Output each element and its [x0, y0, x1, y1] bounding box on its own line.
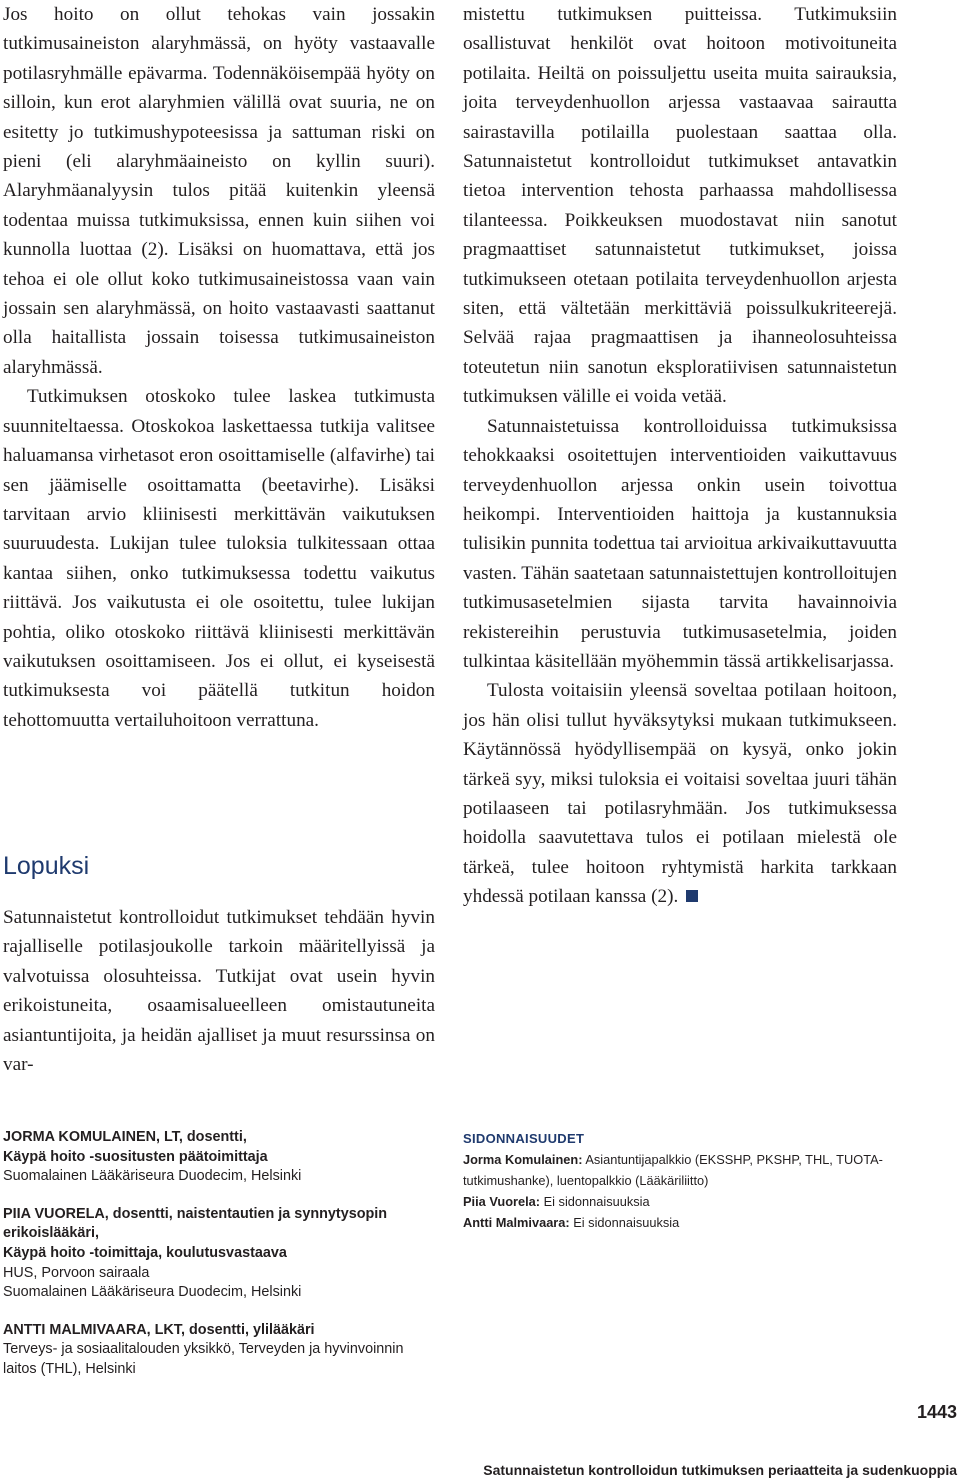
section-heading: Lopuksi [3, 852, 90, 880]
author-affiliation: HUS, Porvoon sairaala [3, 1264, 150, 1281]
conflicts-heading: SIDONNAISUUDET [463, 1131, 585, 1146]
conflict-name: Antti Malmivaara: [463, 1215, 570, 1230]
body-paragraph: Jos hoito on ollut tehokas vain jossakin tutkimusaineiston alaryhmässä, on hyöty vastaavalle potilasryhmälle epävarma. Todennäköisempää hyöty on silloin, kun erot alaryhmien välillä ovat suuria, ne on esitetty jo tutkimushypoteesissa ja sattuman riski on pieni (eli alaryhmäaineisto on kyllin suuri). Alaryhmäanalyysin tulos pitää kuitenkin yleensä todentaa muissa tutkimuksissa, ennen kuin siihen voi kunnolla luottaa (2). Lisäksi on huomattava, että jos tehoa ei ole ollut koko tutkimusaineistossa vaan vain jossain sen alaryhmässä, on hoito vastaavasti saattanut olla haitallista jossain toisessa tutkimusaineiston alaryhmässä. [3, 4, 435, 378]
author-name: JORMA KOMULAINEN, LT, dosentti, [3, 1129, 247, 1145]
conflict-name: Jorma Komulainen: [463, 1152, 583, 1167]
conflict-name: Piia Vuorela: [463, 1194, 541, 1209]
author-role: Käypä hoito -toimittaja, koulutusvastaava [3, 1244, 287, 1261]
conflict-text: Ei sidonnaisuuksia [573, 1215, 680, 1230]
end-of-article-mark [686, 890, 698, 902]
author-name: ANTTI MALMIVAARA, LKT, dosentti, ylilääkäri [3, 1321, 315, 1338]
author-affiliation: Suomalainen Lääkäriseura Duodecim, Helsinki [3, 1284, 302, 1301]
right-column [463, 0, 897, 912]
body-paragraph: Tutkimuksen otoskoko tulee laskea tutkimusta suunniteltaessa. Otoskokoa laskettaessa tutkija valitsee haluamansa virhetasot eron osoittamiselle (alfavirhe) tai sen jäämiselle osoittamatta (beetavirhe). Lisäksi tarvitaan arvio kliinisesti merkittävän vaikutuksen suuruudesta. Lukijan tulee tuloksia tulkitessaan ottaa kantaa siihen, onko tutkimuksessa todettu vaikutus riittävä. Jos vaikutusta ei ole osoitettu, tulee lukijan pohtia, oliko otoskoko riittävä kliinisesti merkittävän vaikutuksen osoittamiseen. Jos ei ollut, ei kyseisestä tutkimuksesta voi päätellä tutkitun hoidon tehottomuutta vertailuhoitoon verrattuna. [3, 386, 435, 731]
author-affiliation: Suomalainen Lääkäriseura Duodecim, Helsinki [3, 1168, 302, 1185]
author-name: PIIA VUORELA, dosentti, naistentautien ja synnytysopin erikoislääkäri, [3, 1205, 388, 1242]
conflict-text: Ei sidonnaisuuksia [543, 1194, 650, 1209]
conflict-text: Asiantuntijapalkkio (EKSSHP, PKSHP, THL, TUOTA-tutkimushanke), luentopalkkio (Lääkäriliitto) [463, 1152, 883, 1188]
body-paragraph: Satunnaistetuissa kontrolloiduissa tutkimuksissa tehokkaaksi osoitettujen interventioiden vaikuttavuus terveydenhuollon arjessa onkin usein toivottua heikompi. Interventioiden haittoja ja kustannuksia tulisikin punnita todettua tai arvioitua arkivaikuttavuutta vasten. Tähän saatetaan satunnaistettujen kontrolloitujen tutkimusasetelmien sijasta tarvita havainnoivia rekistereihin perustuvia tutkimusasetelmia, joiden tulkintaa käsitellään myöhemmin tässä artikkelisarjassa. [463, 415, 897, 672]
left-column [3, 0, 435, 735]
running-title: Satunnaistetun kontrolloidun tutkimuksen periaatteita ja sudenkuoppia [483, 1462, 957, 1478]
author-affiliation: Terveys- ja sosiaalitalouden yksikkö, Terveyden ja hyvinvoinnin laitos (THL), Helsinki [3, 1341, 404, 1377]
conclusion-paragraph: Satunnaistetut kontrolloidut tutkimukset tehdään hyvin rajalliselle potilasjoukolle tarkoin määritellyissä ja valvotuissa olosuhteissa. Tutkijat ovat usein hyvin erikoistuneita, osaamisalueelleen omistautuneita asiantuntijoita, ja heidän ajalliset ja muut resurssinsa on var- [3, 907, 435, 1076]
conclusion-section [3, 903, 435, 1079]
author-info [3, 1128, 423, 1398]
author-block [3, 1205, 423, 1303]
author-block [3, 1321, 423, 1380]
body-paragraph: mistettu tutkimuksen puitteissa. Tutkimuksiin osallistuvat henkilöt ovat hoitoon motivoituneita potilaita. Heiltä on poissuljettu useita muita sairauksia, joita terveydenhuollon arjessa vastaavaa sairautta sairastavilla potilailla puolestaan saattaa olla. Satunnaistetut kontrolloidut tutkimukset antavatkin tietoa intervention tehosta parhaassa mahdollisessa tilanteessa. Poikkeuksen muodostavat niin sanotut pragmaattiset satunnaistetut tutkimukset, joissa tutkimukseen otetaan potilaita terveydenhuollon arjesta siten, että vältetään merkittäviä poissulkukriteerejä. Selvää rajaa pragmaattisen ja ihanneolosuhteissa toteutetun niin sanotun eksploratiivisen satunnaistetun tutkimuksen välille ei voida vetää. [463, 4, 897, 408]
body-paragraph [463, 676, 897, 911]
conflict-entry [463, 1149, 903, 1191]
author-block [3, 1128, 423, 1187]
conflict-entry [463, 1212, 903, 1233]
last-paragraph-text: Tulosta voitaisiin yleensä soveltaa potilaan hoitoon, jos hän olisi tullut hyväksytyksi mukaan tutkimukseen. Käytännössä hyödyllisempää on kysyä, onko jokin tärkeä syy, miksi tuloksia ei voitaisi soveltaa juuri tähän potilaaseen tai potilasryhmään. Jos tutkimuksessa hoidolla saavutettava tulos ei potilaan mielestä ole tärkeä, tulee hoitoon ryhtymistä harkita tarkkaan yhdessä potilaan kanssa (2). [463, 680, 897, 908]
author-role: Käypä hoito -suositusten päätoimittaja [3, 1148, 268, 1165]
conflict-entry [463, 1191, 903, 1212]
page-number: 1443 [916, 1402, 957, 1422]
conflicts-of-interest [463, 1128, 903, 1233]
